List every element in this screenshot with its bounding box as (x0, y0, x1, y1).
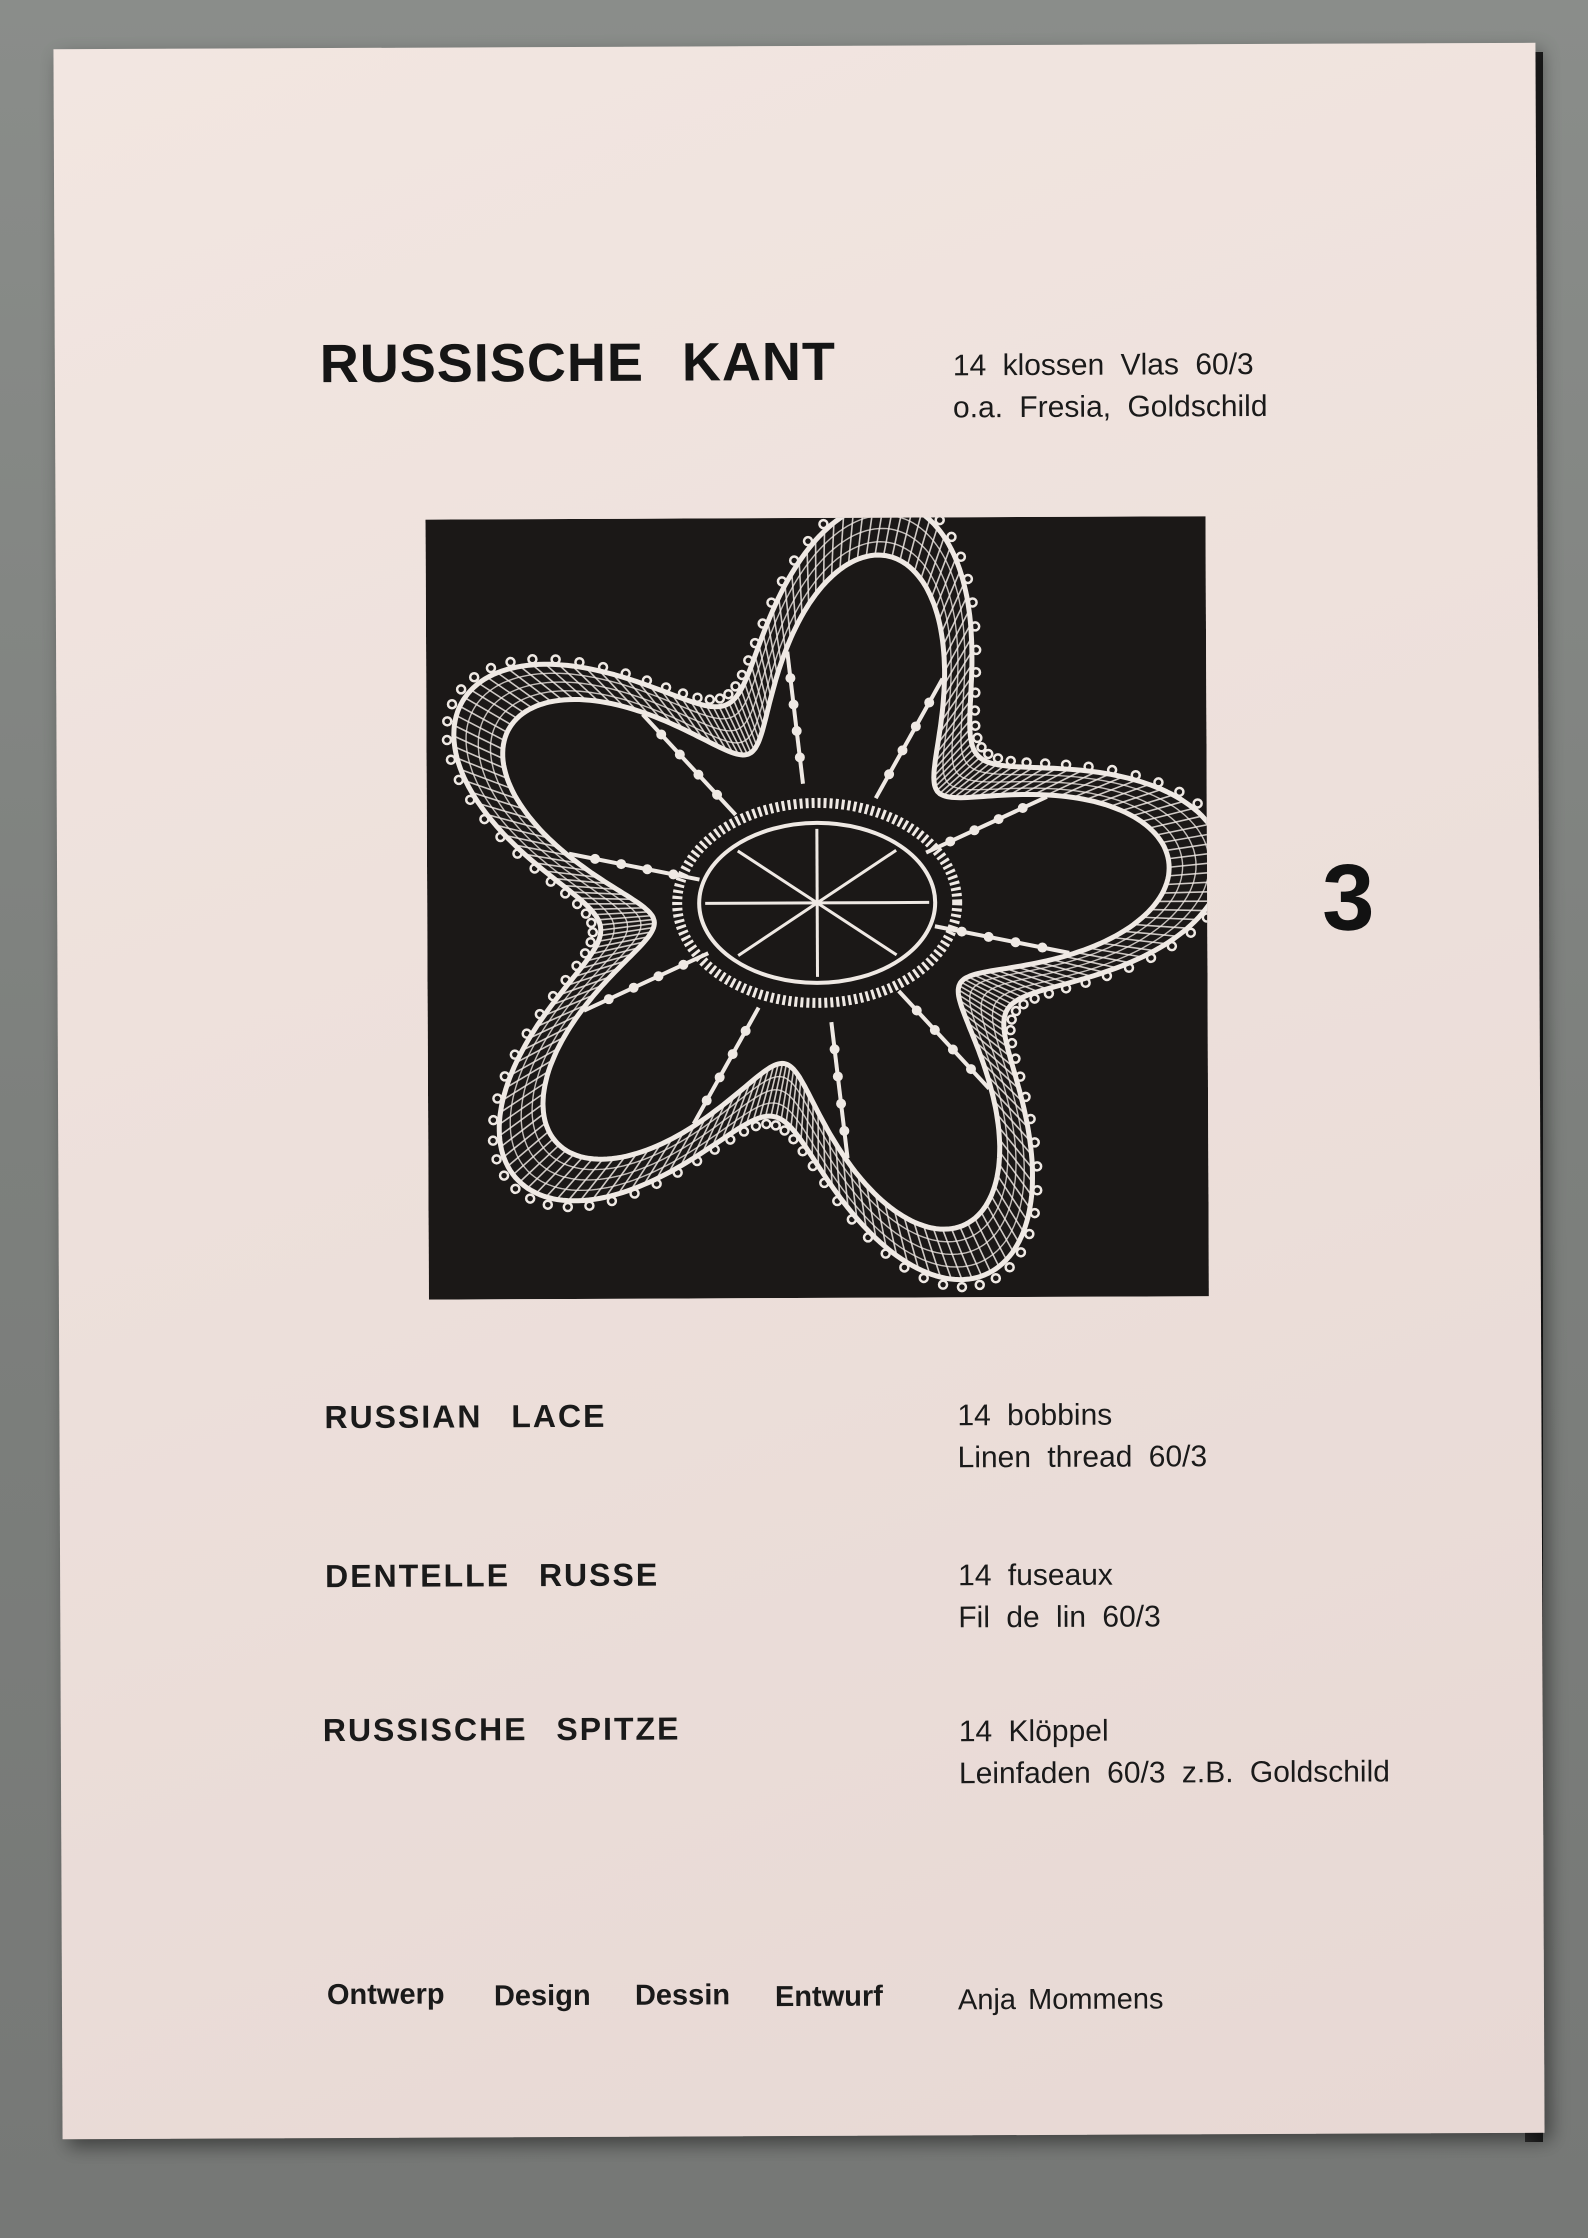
spoke-knot (715, 1072, 725, 1082)
spoke-knot (629, 983, 639, 993)
credit-label-design: Design (493, 1979, 591, 2013)
spoke-knot (616, 859, 626, 869)
spoke-knot (590, 854, 600, 864)
spoke-knot (675, 750, 685, 760)
spoke-knot (957, 927, 967, 937)
credit-label-dessin: Dessin (634, 1979, 731, 2012)
heading-german: RUSSISCHE SPITZE (322, 1710, 681, 1749)
spoke-knot (702, 1096, 712, 1106)
spoke-knot (912, 1005, 922, 1015)
spoke-knot (741, 1026, 751, 1036)
english-line-1: 14 bobbins (957, 1398, 1113, 1433)
spoke-knot (1010, 937, 1020, 947)
spoke-knot (792, 726, 802, 736)
spoke-knot (833, 1071, 843, 1081)
spoke-knot (984, 932, 994, 942)
spoke-knot (678, 960, 688, 970)
spoke-knot (1037, 943, 1047, 953)
german-line-2: Leinfaden 60/3 z.B. Goldschild (958, 1755, 1390, 1791)
german-line-1: 14 Klöppel (958, 1714, 1109, 1749)
spoke-knot (795, 752, 805, 762)
spoke-knot (884, 769, 894, 779)
spoke-knot (604, 994, 614, 1004)
heading-english: RUSSIAN LACE (324, 1397, 607, 1436)
page-title: RUSSISCHE KANT (319, 331, 836, 395)
designer-name: Anja Mommens (957, 1983, 1164, 2017)
spoke-knot (728, 1049, 738, 1059)
spoke-knot (948, 1045, 958, 1055)
lace-doily-illustration (426, 516, 1209, 1299)
french-line-2: Fil de lin 60/3 (958, 1600, 1161, 1635)
booklet-cover (53, 43, 1544, 2139)
spoke-knot (830, 1044, 840, 1054)
spoke-knot (836, 1099, 846, 1109)
spoke-knot (945, 836, 955, 846)
spoke-knot (656, 729, 666, 739)
materials-line-2: o.a. Fresia, Goldschild (952, 389, 1268, 425)
french-line-1: 14 fuseaux (958, 1558, 1113, 1593)
spoke-knot (642, 864, 652, 874)
spoke-knot (930, 1025, 940, 1035)
spoke-knot (839, 1126, 849, 1136)
materials-line-1: 14 klossen Vlas 60/3 (952, 348, 1254, 383)
spoke-knot (1018, 803, 1028, 813)
spoke-knot (789, 699, 799, 709)
spoke-knot (924, 698, 934, 708)
heading-french: DENTELLE RUSSE (325, 1556, 660, 1595)
spoke-knot (693, 770, 703, 780)
spoke-knot (897, 745, 907, 755)
credit-label-entwurf: Entwurf (774, 1980, 883, 2014)
spoke-knot (653, 971, 663, 981)
spoke-knot (911, 721, 921, 731)
spoke-knot (994, 814, 1004, 824)
spoke-knot (969, 825, 979, 835)
english-line-2: Linen thread 60/3 (957, 1440, 1208, 1475)
spoke-knot (712, 790, 722, 800)
lace-center-spokes (705, 828, 930, 977)
credit-label-ontwerp: Ontwerp (326, 1978, 445, 2012)
spoke-knot (966, 1064, 976, 1074)
spoke-knot (785, 673, 795, 683)
volume-number: 3 (1321, 844, 1375, 950)
